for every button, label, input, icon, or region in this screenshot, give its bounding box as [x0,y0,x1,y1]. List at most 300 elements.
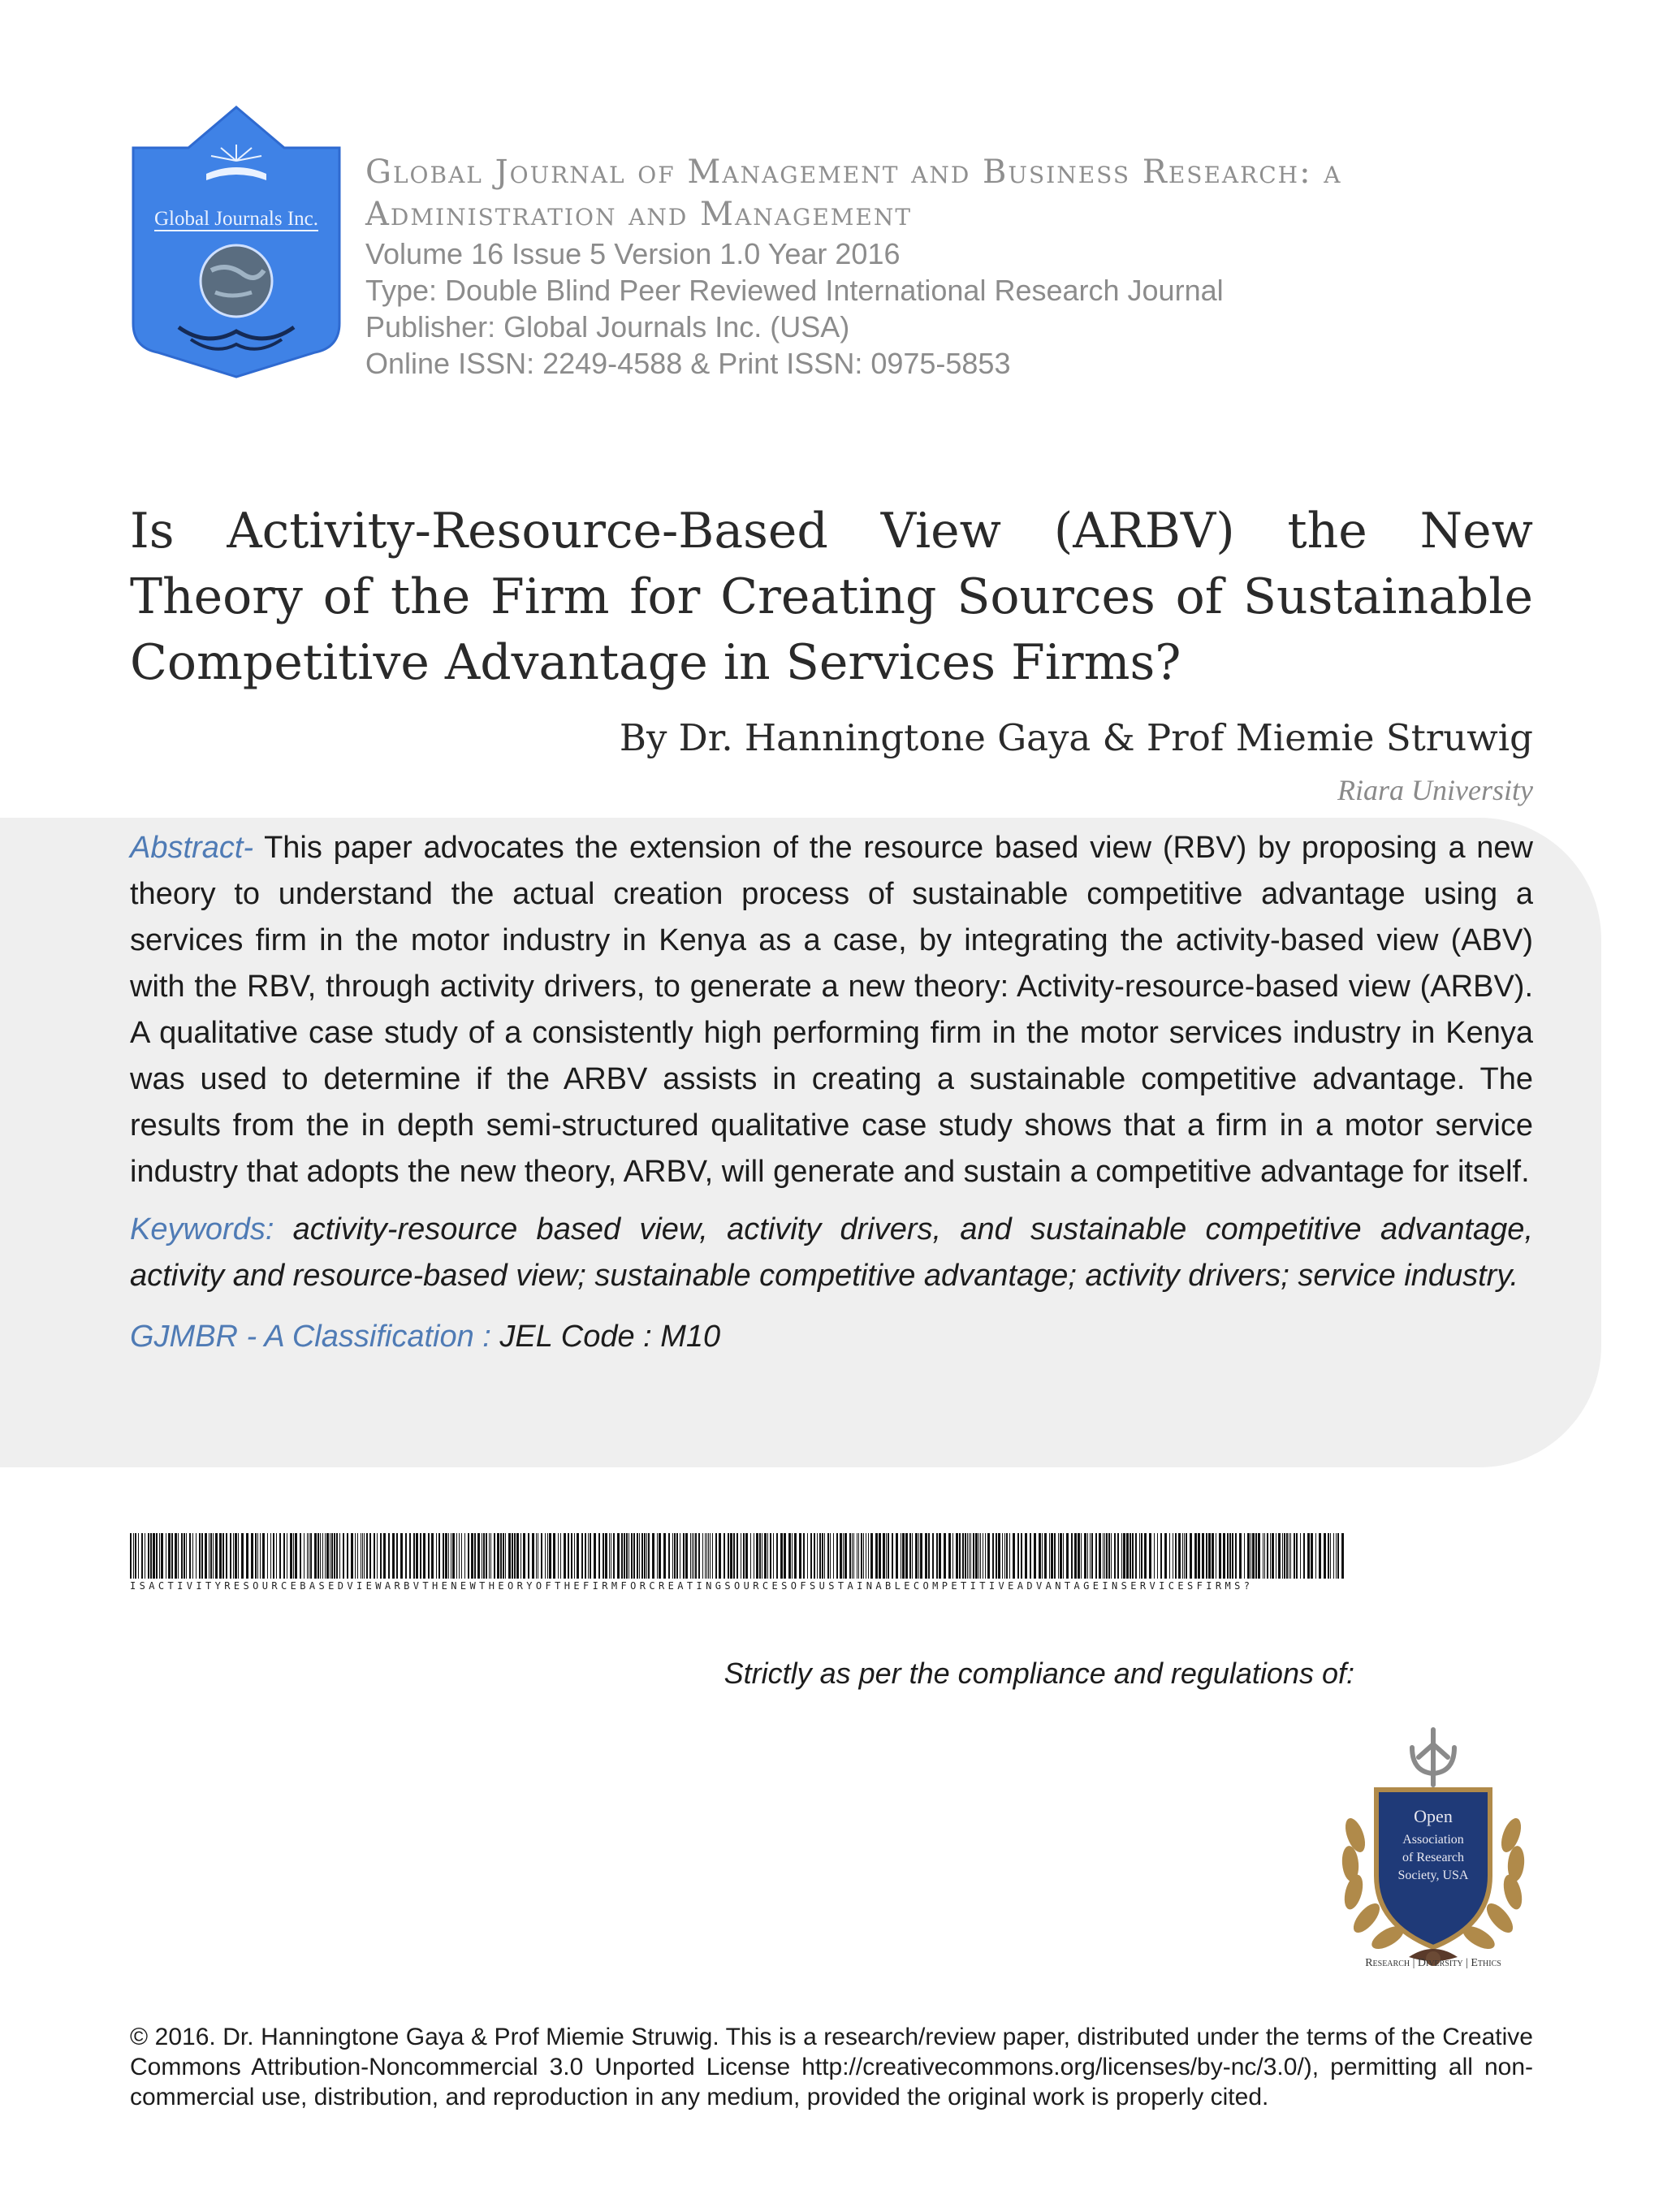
barcode-bar [508,1533,511,1579]
barcode-bar [685,1533,688,1579]
barcode-bar [641,1533,643,1579]
barcode-bar [241,1533,244,1579]
barcode-bar [892,1533,893,1579]
barcode-bar [1272,1533,1274,1579]
barcode-bar [692,1533,693,1579]
barcode-bar [255,1533,257,1579]
barcode-bar [366,1533,368,1579]
barcode-bar [1006,1533,1008,1579]
barcode-bar [870,1533,873,1579]
barcode-bar [1208,1533,1211,1579]
barcode-bar [574,1533,575,1579]
abstract-label: Abstract- [130,831,254,865]
barcode-bar [497,1533,499,1579]
journal-header [365,151,1551,382]
barcode-bar [833,1533,834,1579]
barcode-bar [1227,1533,1229,1579]
barcode-bar [205,1533,207,1579]
compliance-text: Strictly as per the compliance and regulations of: [724,1657,1354,1690]
barcode-bar [605,1533,607,1579]
barcode-bar [317,1533,319,1579]
journal-volume: Volume 16 Issue 5 Version 1.0 Year 2016 [365,237,901,270]
barcode-bar [652,1533,654,1579]
barcode-bar [621,1533,623,1579]
barcode-bar [788,1533,791,1579]
barcode-bar [613,1533,615,1579]
barcode-bar [1258,1533,1260,1579]
barcode-bar [799,1533,801,1579]
barcode-bar [560,1533,561,1579]
barcode-bar [1087,1533,1088,1579]
barcode-bar [1206,1533,1207,1579]
barcode-bar [1071,1533,1073,1579]
barcode-bar [213,1533,214,1579]
barcode-bar [293,1533,294,1579]
barcode-bar [1034,1533,1036,1579]
barcode-bar [868,1533,869,1579]
barcode-bar [178,1533,179,1579]
barcode-bar [631,1533,633,1579]
barcode-bar [902,1533,905,1579]
barcode-bar [468,1533,469,1579]
barcode-bar [1078,1533,1080,1579]
barcode-bar [998,1533,1000,1579]
barcode-bar [959,1533,961,1579]
barcode-bar [1114,1533,1116,1579]
barcode-bar [571,1533,572,1579]
barcode-bar [339,1533,340,1579]
keywords-text: activity-resource based view, activity drivers, and sustainable competitive advantage, activity and resource-based view; sustainable competitive advantage; activity drivers; service industry. [130,1212,1533,1293]
keywords-label: Keywords: [130,1212,274,1246]
barcode-bar [171,1533,173,1579]
barcode-bar [1144,1533,1147,1579]
barcode-bar [246,1533,248,1579]
barcode-bar [822,1533,823,1579]
barcode-bar [260,1533,261,1579]
barcode-bar [858,1533,859,1579]
barcode-bar [824,1533,825,1579]
barcode-bar [1296,1533,1298,1579]
barcode-bar [1121,1533,1122,1579]
barcode-bar [267,1533,268,1579]
barcode-bar [659,1533,661,1579]
barcode-bar [1315,1533,1316,1579]
barcode-bar [215,1533,218,1579]
barcode-bar [1202,1533,1204,1579]
barcode-bar [141,1533,143,1579]
barcode-bar [626,1533,628,1579]
barcode-bar [817,1533,818,1579]
barcode-bar [295,1533,297,1579]
barcode-bar [192,1533,193,1579]
barcode-bar [646,1533,647,1579]
barcode-bar [226,1533,227,1579]
barcode-bar [1135,1533,1137,1579]
barcode-bar [1319,1533,1321,1579]
barcode-bar [756,1533,758,1579]
abstract-paragraph [130,825,1533,1195]
barcode-bar [996,1533,997,1579]
barcode-bar [230,1533,231,1579]
barcode-bar [948,1533,951,1579]
barcode-bar [888,1533,889,1579]
barcode-bar [803,1533,805,1579]
barcode-bar [490,1533,491,1579]
barcode-bar [549,1533,551,1579]
barcode-bar [1091,1533,1093,1579]
classification-label: GJMBR - A Classification : [130,1320,491,1354]
barcode-bar [423,1533,425,1579]
barcode-bar [477,1533,480,1579]
seal-line4: Society, USA [1397,1869,1469,1882]
barcode-bar [1182,1533,1183,1579]
barcode-bar [1311,1533,1313,1579]
barcode-bar [944,1533,946,1579]
barcode-bar [347,1533,348,1579]
barcode-bar [639,1533,640,1579]
barcode-bar [357,1533,358,1579]
barcode-bar [905,1533,908,1579]
barcode-bar [985,1533,986,1579]
barcode-bar [1130,1533,1131,1579]
barcode-bar [1132,1533,1134,1579]
barcode-bar [1219,1533,1221,1579]
barcode-bar [210,1533,212,1579]
barcode-bar [637,1533,638,1579]
journal-type: Type: Double Blind Peer Reviewed International Research Journal [365,274,1224,307]
barcode-bar [1235,1533,1237,1579]
barcode-bar [1108,1533,1110,1579]
barcode-bar [290,1533,292,1579]
barcode-bar [710,1533,711,1579]
barcode-bar [304,1533,305,1579]
barcode-bar [663,1533,666,1579]
barcode-bar [879,1533,881,1579]
barcode-bar [1039,1533,1041,1579]
barcode-bar [279,1533,281,1579]
barcode-bar [1239,1533,1242,1579]
barcode-bar [334,1533,335,1579]
barcode-bar [1049,1533,1050,1579]
barcode-bar [1164,1533,1167,1579]
barcode-bar [676,1533,678,1579]
barcode-bar [733,1533,735,1579]
barcode-bar [1104,1533,1105,1579]
barcode-bar [150,1533,152,1579]
barcode-bar [1051,1533,1053,1579]
barcode-bar [505,1533,506,1579]
barcode-bar [153,1533,155,1579]
barcode-bar [1054,1533,1056,1579]
barcode-bar [196,1533,197,1579]
barcode-bar [494,1533,495,1579]
barcode-bar [541,1533,542,1579]
barcode-bar [448,1533,449,1579]
barcode-bar [175,1533,177,1579]
barcode-bar [1060,1533,1062,1579]
barcode-bar [377,1533,378,1579]
barcode-bar [1270,1533,1271,1579]
barcode-bar [932,1533,934,1579]
barcode-bar [1198,1533,1200,1579]
seal-emblem-icon [1328,1722,1539,1981]
barcode-bar [1303,1533,1305,1579]
barcode-bar [836,1533,838,1579]
barcode-bar [500,1533,502,1579]
barcode-bar [262,1533,265,1579]
barcode [130,1533,1348,1592]
barcode-bar [992,1533,994,1579]
barcode-bar [853,1533,854,1579]
barcode-bar [705,1533,706,1579]
barcode-bar [918,1533,919,1579]
barcode-bar [184,1533,185,1579]
barcode-bar [1190,1533,1192,1579]
barcode-bar [396,1533,398,1579]
barcode-bar [474,1533,476,1579]
barcode-bar [416,1533,418,1579]
barcode-bar [374,1533,375,1579]
barcode-bar [698,1533,700,1579]
barcode-bar [1154,1533,1155,1579]
barcode-bar [1223,1533,1225,1579]
barcode-bar [987,1533,990,1579]
barcode-bar [928,1533,930,1579]
barcode-bar [383,1533,386,1579]
global-journals-logo [130,104,343,380]
barcode-bar [1160,1533,1162,1579]
barcode-bar [668,1533,670,1579]
barcode-bar [792,1533,793,1579]
barcode-bar [1169,1533,1170,1579]
barcode-bar [598,1533,600,1579]
barcode-bar [827,1533,829,1579]
barcode-bar [516,1533,519,1579]
barcode-bar [784,1533,786,1579]
barcode-bar [1186,1533,1187,1579]
barcode-bar [1111,1533,1112,1579]
barcode-bar [581,1533,583,1579]
barcode-bar [1178,1533,1181,1579]
barcode-bar [456,1533,457,1579]
barcode-bar [235,1533,237,1579]
barcode-bar [674,1533,676,1579]
barcode-bar [189,1533,191,1579]
barcode-bar [759,1533,761,1579]
paper-authors: By Dr. Hanningtone Gaya & Prof Miemie Struwig [619,716,1533,759]
barcode-bar [1278,1533,1281,1579]
barcode-bar [1282,1533,1283,1579]
barcode-bar [1025,1533,1027,1579]
barcode-bar [1106,1533,1108,1579]
barcode-bar [814,1533,815,1579]
classification-text: JEL Code : M10 [490,1320,721,1354]
barcode-bar [471,1533,473,1579]
abstract-section [130,825,1533,1360]
barcode-bar [547,1533,548,1579]
barcode-bar [1212,1533,1214,1579]
barcode-bar [962,1533,964,1579]
barcode-bar [967,1533,968,1579]
barcode-bar [1286,1533,1288,1579]
barcode-bar [975,1533,978,1579]
barcode-bar [1324,1533,1326,1579]
barcode-bar [1328,1533,1329,1579]
barcode-bar [483,1533,485,1579]
barcode-bar [730,1533,732,1579]
seal-line1: Open [1414,1806,1453,1826]
barcode-bar [156,1533,158,1579]
barcode-bar [875,1533,878,1579]
barcode-bar [1002,1533,1003,1579]
barcode-bar [952,1533,953,1579]
barcode-bar [199,1533,201,1579]
barcode-bar [148,1533,149,1579]
barcode-bar [181,1533,183,1579]
barcode-bar [969,1533,970,1579]
barcode-bar [980,1533,981,1579]
barcode-bar [1095,1533,1097,1579]
oars-seal-logo [1328,1722,1539,1981]
journal-title-line1: Global Journal of Management and Business Research: a [365,153,1342,191]
barcode-bar [1117,1533,1119,1579]
barcode-bar [536,1533,537,1579]
barcode-bar [464,1533,465,1579]
barcode-bar [861,1533,862,1579]
barcode-bar [1341,1533,1344,1579]
barcode-bar [896,1533,898,1579]
barcode-bar [436,1533,437,1579]
barcode-bar [130,1533,132,1579]
paper-title: Is Activity-Resource-Based View (ARBV) the New Theory of the Firm for Creating Sources of Sustainable Competitive Advantage in Services Firms? [130,503,1533,691]
barcode-bar [428,1533,430,1579]
barcode-bar [852,1533,853,1579]
barcode-bar [624,1533,625,1579]
barcode-bar [1004,1533,1005,1579]
barcode-bar [1175,1533,1177,1579]
barcode-bar [1333,1533,1334,1579]
barcode-bar [594,1533,596,1579]
barcode-bar [1337,1533,1339,1579]
barcode-text: ISACTIVITYRESOURCEBASEDVIEWARBVTHENEWTHEORYOFTHEFIRMFORCREATINGSOURCESOFSUSTAINABLECOMPETITIVEADVANTAGEINSERVICESFIRMS? [130,1580,1254,1592]
barcode-bar [161,1533,163,1579]
barcode-bar [1194,1533,1197,1579]
barcode-bar [380,1533,382,1579]
barcode-bar [883,1533,885,1579]
barcode-bar [138,1533,139,1579]
barcode-bar [1149,1533,1151,1579]
barcode-bars [130,1533,1348,1579]
barcode-bar [1123,1533,1125,1579]
barcode-bar [672,1533,673,1579]
barcode-bar [1284,1533,1285,1579]
barcode-bar [965,1533,966,1579]
barcode-bar [351,1533,353,1579]
barcode-bar [1063,1533,1064,1579]
barcode-bar [1099,1533,1101,1579]
barcode-bar [810,1533,812,1579]
barcode-bar [186,1533,187,1579]
barcode-bar [683,1533,685,1579]
barcode-bar [528,1533,529,1579]
barcode-bar [956,1533,958,1579]
barcode-bar [1044,1533,1047,1579]
barcode-bar [1330,1533,1331,1579]
barcode-bar [532,1533,534,1579]
barcode-bar [270,1533,271,1579]
barcode-bar [1290,1533,1291,1579]
barcode-bar [388,1533,390,1579]
barcode-bar [1250,1533,1251,1579]
barcode-bar [362,1533,363,1579]
barcode-bar [863,1533,864,1579]
barcode-bar [257,1533,258,1579]
barcode-bar [590,1533,591,1579]
barcode-bar [849,1533,851,1579]
barcode-bar [764,1533,767,1579]
barcode-bar [400,1533,403,1579]
barcode-bar [1013,1533,1015,1579]
barcode-bar [219,1533,222,1579]
barcode-bar [233,1533,234,1579]
barcode-bar [310,1533,312,1579]
barcode-bar [1058,1533,1059,1579]
barcode-bar [1157,1533,1158,1579]
barcode-bar [568,1533,569,1579]
barcode-bar [750,1533,751,1579]
barcode-bar [512,1533,513,1579]
barcode-bar [325,1533,326,1579]
barcode-bar [553,1533,555,1579]
barcode-bar [1252,1533,1255,1579]
barcode-bar [712,1533,713,1579]
paper-affiliation: Riara University [1337,774,1533,806]
barcode-bar [807,1533,808,1579]
barcode-bar [695,1533,697,1579]
barcode-bar [1126,1533,1129,1579]
barcode-bar [1184,1533,1185,1579]
barcode-bar [1081,1533,1082,1579]
barcode-bar [392,1533,395,1579]
barcode-bar [706,1533,707,1579]
barcode-bar [409,1533,411,1579]
barcode-bar [307,1533,308,1579]
barcode-bar [1021,1533,1022,1579]
barcode-bar [1307,1533,1310,1579]
barcode-bar [728,1533,729,1579]
barcode-bar [520,1533,521,1579]
barcode-bar [364,1533,365,1579]
barcode-bar [159,1533,160,1579]
barcode-bar [489,1533,490,1579]
barcode-bar [648,1533,650,1579]
barcode-bar [767,1533,768,1579]
classification-paragraph [130,1314,1533,1360]
barcode-bar [1267,1533,1268,1579]
journal-publisher: Publisher: Global Journals Inc. (USA) [365,310,850,343]
barcode-bar [326,1533,329,1579]
barcode-bar [708,1533,709,1579]
barcode-bar [912,1533,913,1579]
barcode-bar [168,1533,171,1579]
barcode-bar [1042,1533,1043,1579]
barcode-bar [715,1533,717,1579]
barcode-bar [523,1533,525,1579]
barcode-bar [770,1533,771,1579]
barcode-bar [438,1533,440,1579]
barcode-bar [886,1533,887,1579]
barcode-bar [1090,1533,1091,1579]
